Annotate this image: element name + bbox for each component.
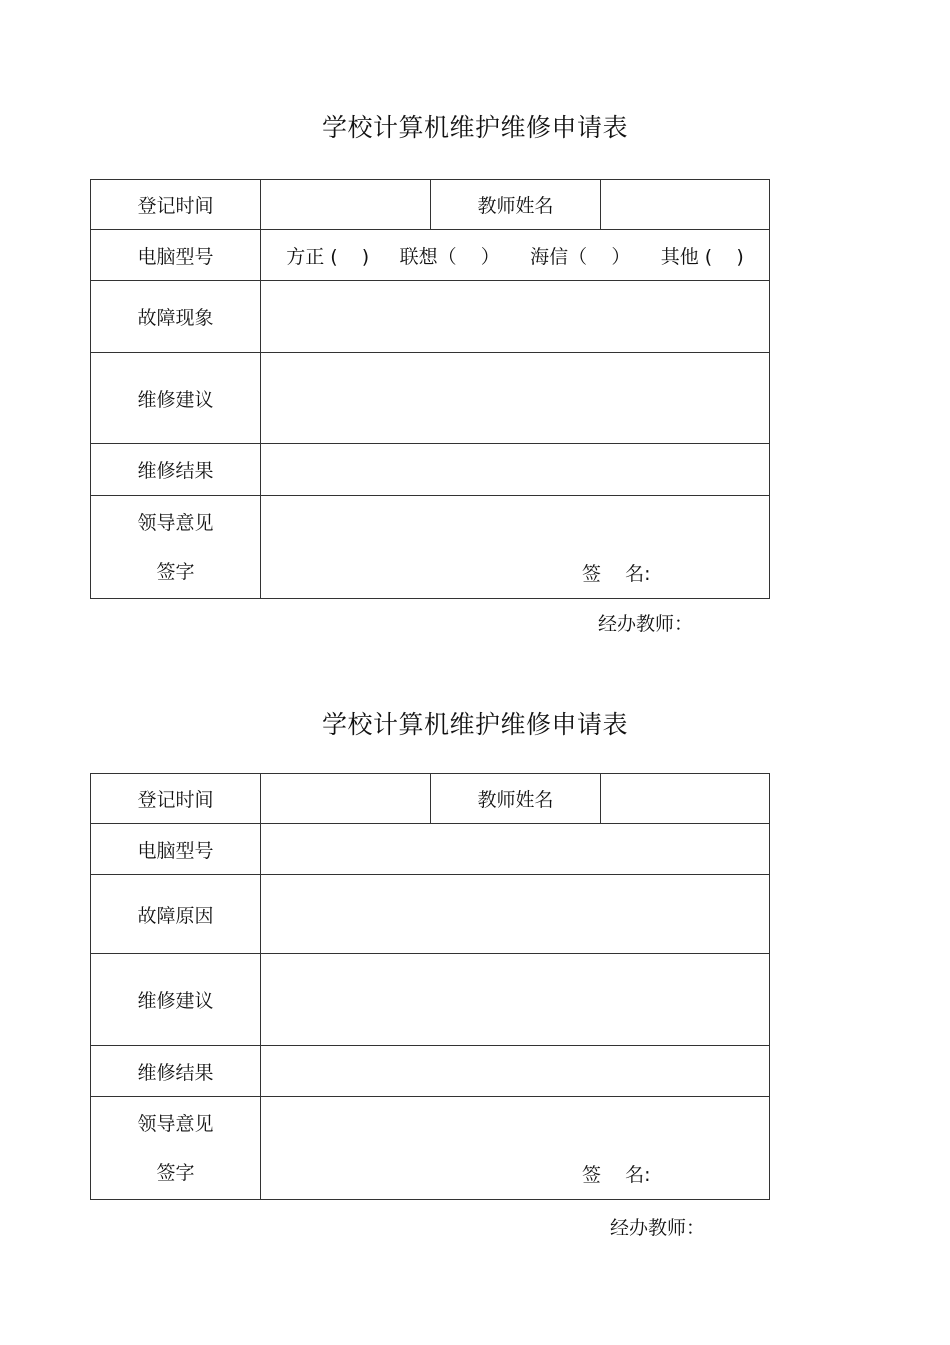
form2-title: 学校计算机维护维修申请表 [321, 710, 628, 739]
reg-time-label: 登记时间 [91, 180, 261, 230]
leader-opinion-field[interactable] [261, 1097, 770, 1200]
model-label: 电脑型号 [91, 824, 261, 875]
leader-label: 领导意见 [137, 512, 214, 534]
fault-field[interactable] [261, 281, 770, 353]
fault-label: 故障现象 [91, 281, 261, 353]
sign-word-label: 签字 [156, 561, 195, 583]
model-option-founder[interactable]: 方正 ( ) [286, 245, 370, 268]
suggestion-label: 维修建议 [91, 954, 261, 1046]
teacher-name-field[interactable] [601, 180, 770, 230]
teacher-name-label: 教师姓名 [431, 180, 601, 230]
result-field[interactable] [261, 444, 770, 496]
model-field[interactable] [261, 824, 770, 875]
teacher-name-field[interactable] [601, 774, 770, 824]
sign-name-label: 签 名: [582, 1164, 651, 1186]
model-option-lenovo[interactable]: 联想（ ） [399, 245, 500, 268]
model-label: 电脑型号 [91, 230, 261, 281]
teacher-name-label: 教师姓名 [431, 774, 601, 824]
form1-title: 学校计算机维护维修申请表 [321, 113, 628, 142]
leader-label-cell [91, 496, 261, 599]
suggestion-field[interactable] [261, 954, 770, 1046]
fault-label: 故障原因 [91, 875, 261, 954]
reg-time-field[interactable] [261, 774, 431, 824]
reg-time-label: 登记时间 [91, 774, 261, 824]
handler-label: 经办教师： [598, 613, 694, 635]
result-label: 维修结果 [91, 1046, 261, 1097]
form1-table [90, 179, 770, 599]
fault-field[interactable] [261, 875, 770, 954]
sign-word-label: 签字 [156, 1162, 195, 1184]
leader-opinion-field[interactable] [261, 496, 770, 599]
handler-label: 经办教师： [610, 1217, 706, 1239]
leader-label: 领导意见 [137, 1113, 214, 1135]
model-option-other[interactable]: 其他 ( ) [660, 245, 744, 268]
leader-label-cell [91, 1097, 261, 1200]
suggestion-label: 维修建议 [91, 353, 261, 444]
sign-name-label: 签 名: [582, 563, 651, 585]
result-label: 维修结果 [91, 444, 261, 496]
suggestion-field[interactable] [261, 353, 770, 444]
form2-table [90, 773, 770, 1200]
model-option-hisense[interactable]: 海信（ ） [530, 245, 631, 268]
reg-time-field[interactable] [261, 180, 431, 230]
result-field[interactable] [261, 1046, 770, 1097]
model-options-cell [261, 230, 770, 281]
